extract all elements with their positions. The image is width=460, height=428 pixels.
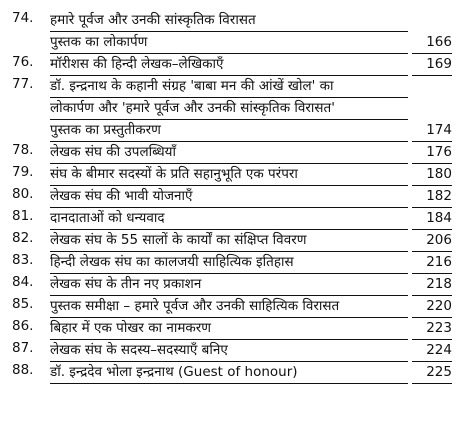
entry-title — [50, 54, 408, 76]
entry-number: 80. — [12, 186, 34, 202]
toc-entry — [12, 208, 452, 230]
toc-entry — [12, 274, 452, 296]
entry-number: 82. — [12, 230, 34, 246]
entry-title — [50, 186, 408, 208]
entry-page-number: 223 — [412, 318, 452, 340]
entry-title — [50, 296, 408, 318]
entry-page-number: 174 — [412, 120, 452, 142]
toc-entry — [12, 76, 452, 142]
entry-page-number: 225 — [412, 362, 452, 384]
toc-entry — [12, 296, 452, 318]
toc-entry — [12, 10, 452, 54]
entry-number: 86. — [12, 318, 34, 334]
entry-title — [50, 208, 408, 230]
entry-title-line: पुस्तक का प्रस्तुतीकरण — [50, 120, 408, 142]
entry-number: 88. — [12, 362, 34, 378]
table-of-contents — [12, 10, 452, 384]
entry-title-line: लोकार्पण और 'हमारे पूर्वज और उनकी सांस्कृतिक विरासत' — [50, 98, 408, 120]
entry-page-number: 218 — [412, 274, 452, 296]
toc-entry — [12, 362, 452, 384]
entry-page-number: 216 — [412, 252, 452, 274]
entry-title-line: डॉ. इन्द्रदेव भोला इन्द्रनाथ (Guest of honour) — [50, 362, 408, 384]
entry-number: 78. — [12, 142, 34, 158]
entry-title-line: डॉ. इन्द्रनाथ के कहानी संग्रह 'बाबा मन की आंखें खोल' का — [50, 76, 408, 98]
entry-page-number: 224 — [412, 340, 452, 362]
entry-page-number: 180 — [412, 164, 452, 186]
entry-title — [50, 164, 408, 186]
entry-title-line: मॉरीशस की हिन्दी लेखक–लेखिकाएँ — [50, 54, 408, 76]
entry-title-line: दानदाताओं को धन्यवाद — [50, 208, 408, 230]
entry-number: 74. — [12, 10, 34, 26]
entry-number: 79. — [12, 164, 34, 180]
entry-title-line: पुस्तक समीक्षा – हमारे पूर्वज और उनकी साहित्यिक विरासत — [50, 296, 408, 318]
entry-title-line: लेखक संघ के 55 सालों के कार्यों का संक्षिप्त विवरण — [50, 230, 408, 252]
entry-page-number: 184 — [412, 208, 452, 230]
entry-title-line: लेखक संघ के तीन नए प्रकाशन — [50, 274, 408, 296]
entry-title — [50, 340, 408, 362]
entry-number: 84. — [12, 274, 34, 290]
entry-number: 81. — [12, 208, 34, 224]
entry-title-line: लेखक संघ के सदस्य–सदस्याएँ बनिए — [50, 340, 408, 362]
entry-title — [50, 318, 408, 340]
toc-entry — [12, 186, 452, 208]
toc-entry — [12, 340, 452, 362]
entry-title — [50, 76, 408, 142]
toc-entry — [12, 142, 452, 164]
entry-title-line: हिन्दी लेखक संघ का कालजयी साहित्यिक इतिहास — [50, 252, 408, 274]
toc-entry — [12, 164, 452, 186]
entry-page-number: 206 — [412, 230, 452, 252]
entry-title — [50, 142, 408, 164]
entry-page-number: 176 — [412, 142, 452, 164]
entry-number: 87. — [12, 340, 34, 356]
entry-title — [50, 230, 408, 252]
entry-title-line: लेखक संघ की उपलब्धियाँ — [50, 142, 408, 164]
entry-title-line: संघ के बीमार सदस्यों के प्रति सहानुभूति एक परंपरा — [50, 164, 408, 186]
entry-number: 83. — [12, 252, 34, 268]
entry-title — [50, 274, 408, 296]
entry-page-number: 169 — [412, 54, 452, 76]
entry-title-line: हमारे पूर्वज और उनकी सांस्कृतिक विरासत — [50, 10, 408, 32]
entry-title-line: पुस्तक का लोकार्पण — [50, 32, 408, 54]
entry-page-number: 182 — [412, 186, 452, 208]
toc-entry — [12, 230, 452, 252]
entry-title — [50, 362, 408, 384]
entry-title-line: बिहार में एक पोखर का नामकरण — [50, 318, 408, 340]
entry-number: 76. — [12, 54, 34, 70]
entry-page-number: 166 — [412, 32, 452, 54]
entry-number: 77. — [12, 76, 34, 92]
toc-entry — [12, 252, 452, 274]
entry-title-line: लेखक संघ की भावी योजनाएँ — [50, 186, 408, 208]
toc-entry — [12, 318, 452, 340]
entry-page-number: 220 — [412, 296, 452, 318]
entry-title — [50, 10, 408, 54]
entry-title — [50, 252, 408, 274]
entry-number: 85. — [12, 296, 34, 312]
toc-entry — [12, 54, 452, 76]
